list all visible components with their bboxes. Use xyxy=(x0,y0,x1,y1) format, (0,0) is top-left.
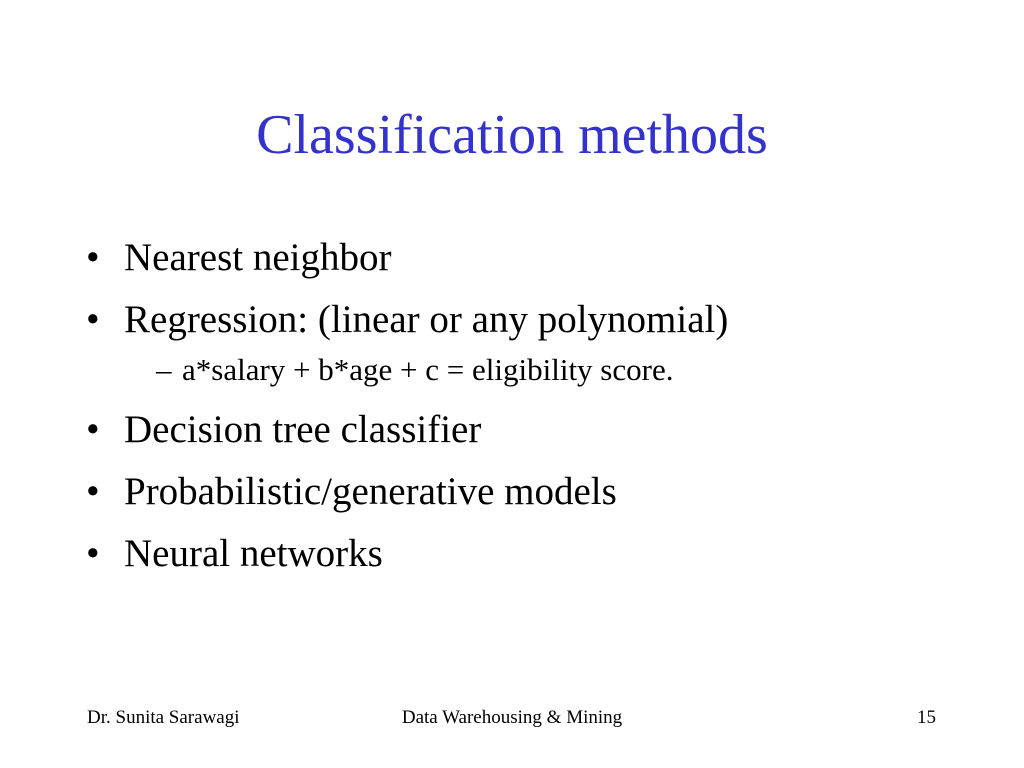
bullet-icon: • xyxy=(86,470,100,513)
bullet-list xyxy=(86,232,986,590)
footer-author: Dr. Sunita Sarawagi xyxy=(87,707,240,728)
list-item xyxy=(86,466,986,518)
sub-list-item-text: a*salary + b*age + c = eligibility score. xyxy=(182,352,674,387)
bullet-icon: • xyxy=(86,532,100,575)
list-item-text: Regression: (linear or any polynomial) xyxy=(124,298,729,341)
dash-icon: – xyxy=(156,352,172,387)
bullet-icon: • xyxy=(86,236,100,279)
list-item-text: Nearest neighbor xyxy=(124,236,392,279)
list-item xyxy=(86,294,986,346)
footer-course: Data Warehousing & Mining xyxy=(401,707,623,728)
bullet-icon: • xyxy=(86,298,100,341)
list-item-text: Decision tree classifier xyxy=(124,408,482,451)
list-item xyxy=(86,232,986,284)
list-item xyxy=(86,404,986,456)
list-item-text: Neural networks xyxy=(124,532,383,575)
list-item xyxy=(86,528,986,580)
page-number: 15 xyxy=(917,707,936,728)
sub-list-item xyxy=(156,350,986,390)
bullet-icon: • xyxy=(86,408,100,451)
list-item-text: Probabilistic/generative models xyxy=(124,470,617,513)
slide-title: Classification methods xyxy=(256,104,768,166)
